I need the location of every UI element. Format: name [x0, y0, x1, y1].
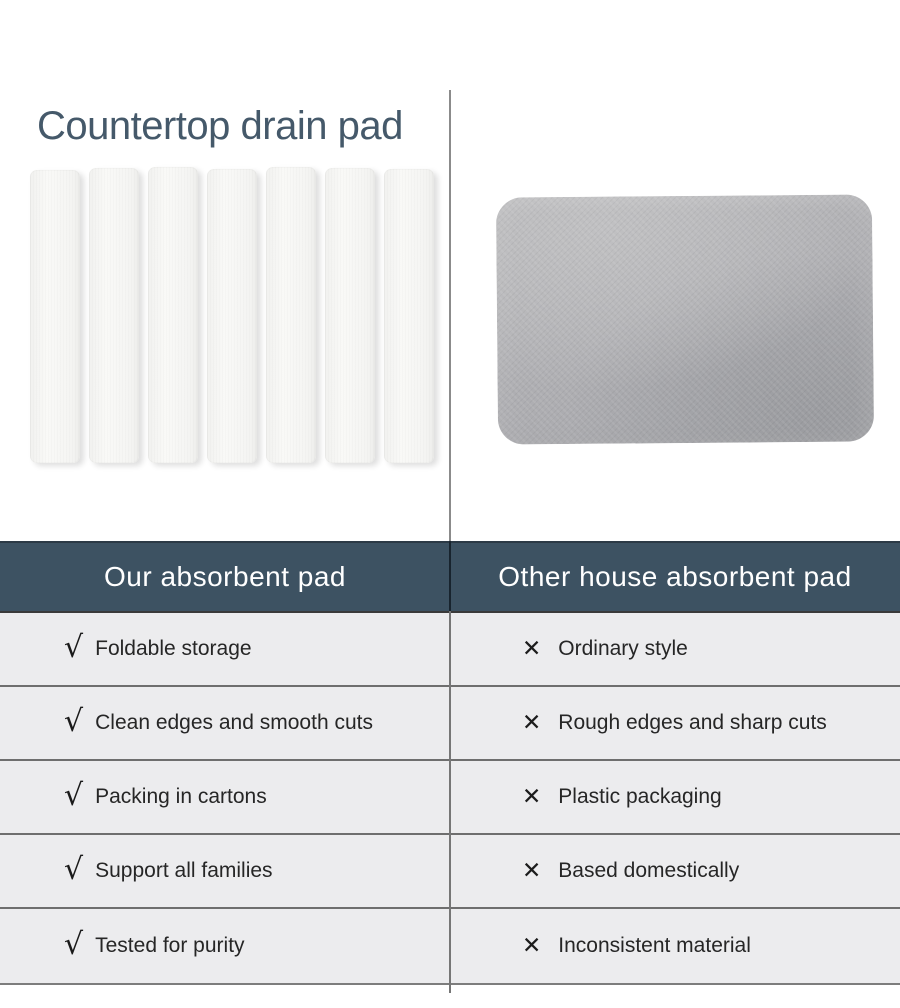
feature-label: Packing in cartons	[95, 785, 267, 808]
pad-slat	[384, 169, 434, 463]
pad-slat	[207, 169, 257, 463]
pad-slat	[325, 168, 375, 463]
check-icon: √	[64, 630, 84, 665]
pad-slat	[89, 168, 139, 463]
feature-label: Based domestically	[558, 859, 740, 882]
check-icon: √	[64, 852, 84, 887]
page-title: Countertop drain pad	[37, 104, 403, 148]
feature-label: Tested for purity	[95, 934, 245, 957]
vertical-divider	[449, 611, 451, 993]
cross-icon: ✕	[522, 857, 542, 884]
other-pad-column-header: Other house absorbent pad	[498, 561, 852, 592]
cross-icon: ✕	[522, 783, 542, 810]
other-pad-cell	[450, 835, 900, 907]
cross-icon: ✕	[522, 709, 542, 736]
our-pad-cell	[0, 687, 450, 759]
feature-label: Inconsistent material	[558, 934, 751, 957]
pad-slat	[148, 167, 198, 463]
vertical-divider	[449, 541, 451, 611]
feature-label: Plastic packaging	[558, 785, 722, 808]
pad-slat	[30, 170, 80, 463]
vertical-divider	[449, 90, 451, 541]
cross-icon: ✕	[522, 635, 542, 662]
our-pad-cell	[0, 613, 450, 685]
check-icon: √	[64, 927, 84, 962]
feature-label: Support all families	[95, 859, 273, 882]
our-pad-cell	[0, 909, 450, 983]
other-pad-cell	[450, 613, 900, 685]
check-icon: √	[64, 704, 84, 739]
feature-label: Foldable storage	[95, 637, 252, 660]
our-pad-cell	[0, 835, 450, 907]
other-pad-cell	[450, 761, 900, 833]
check-icon: √	[64, 778, 84, 813]
feature-label: Clean edges and smooth cuts	[95, 711, 373, 734]
feature-label: Rough edges and sharp cuts	[558, 711, 827, 734]
other-pad-cell	[450, 687, 900, 759]
other-pad-cell	[450, 909, 900, 983]
pad-slat	[266, 167, 316, 463]
other-product-image	[496, 194, 874, 444]
our-product-image	[30, 167, 434, 465]
feature-label: Ordinary style	[558, 637, 688, 660]
our-pad-cell	[0, 761, 450, 833]
cross-icon: ✕	[522, 932, 542, 959]
our-pad-column-header: Our absorbent pad	[104, 561, 346, 592]
